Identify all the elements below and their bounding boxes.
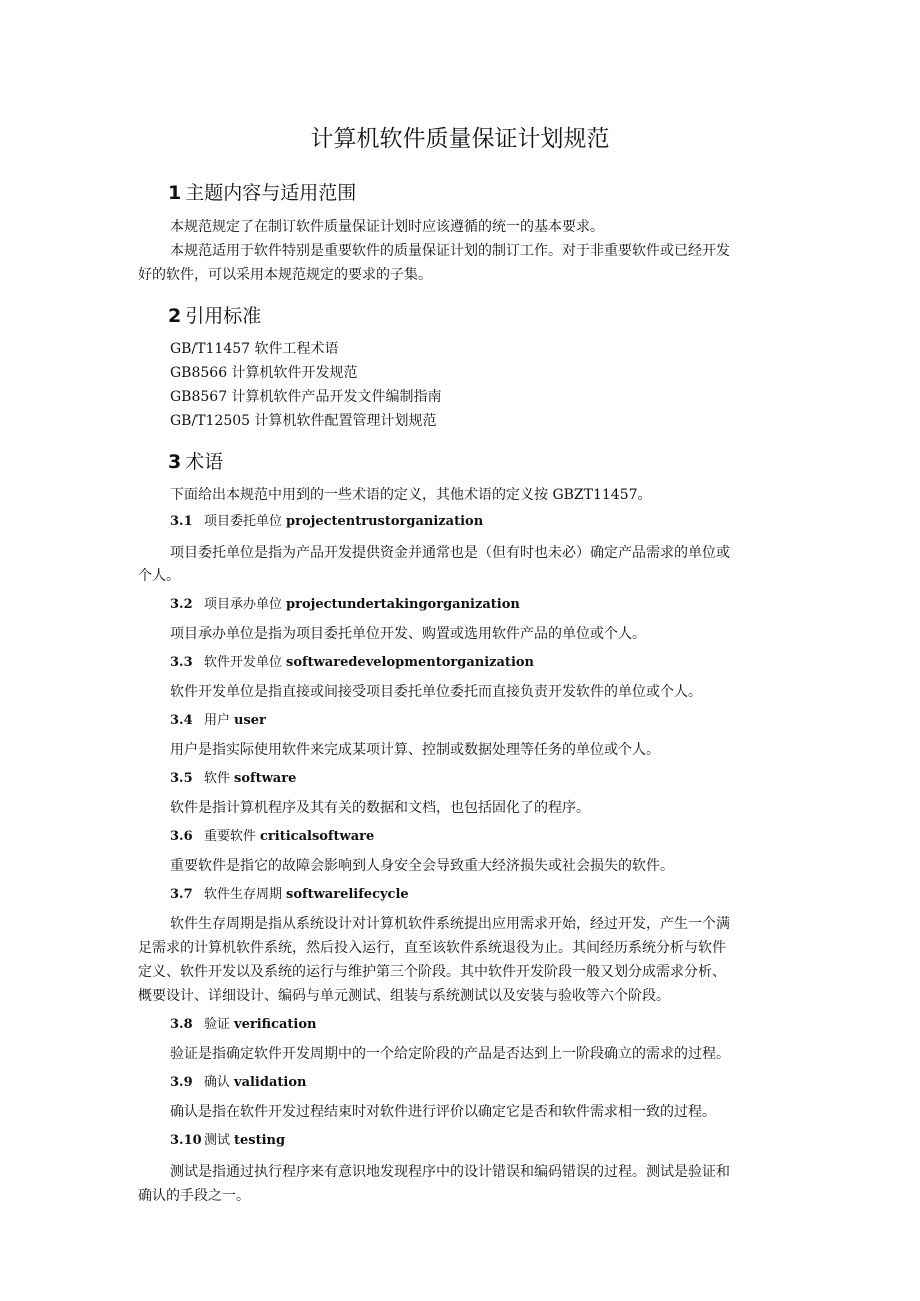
section-title: 术语: [185, 451, 224, 473]
section-1-heading: [168, 181, 356, 205]
term-en: user: [234, 713, 266, 728]
section-title: 主题内容与适用范围: [185, 182, 357, 204]
term-heading: [170, 1132, 285, 1150]
term-number: 3.3: [170, 655, 193, 670]
term-heading: [170, 1074, 306, 1092]
term-heading: [170, 513, 483, 531]
term-number: 3.10: [170, 1133, 202, 1148]
term-zh: 重要软件: [204, 829, 257, 844]
term-definition: 确认是指在软件开发过程结束时对软件进行评价以确定它是否和软件需求相一致的过程。: [170, 1104, 716, 1120]
term-en: criticalsoftware: [260, 829, 375, 844]
section-3-heading: [168, 450, 223, 474]
term-zh: 确认: [204, 1075, 231, 1090]
term-number: 3.6: [170, 829, 193, 844]
reference-item: GB8567 计算机软件产品开发文件编制指南: [170, 389, 442, 405]
term-heading: [170, 654, 534, 672]
term-heading: [170, 596, 520, 614]
section-2-heading: [168, 304, 261, 328]
term-definition: 验证是指确定软件开发周期中的一个给定阶段的产品是否达到上一阶段确立的需求的过程。: [170, 1046, 730, 1062]
term-definition: 软件生存周期是指从系统设计对计算机软件系统提出应用需求开始，经过开发，产生一个满: [170, 916, 730, 932]
term-number: 3.9: [170, 1075, 193, 1090]
term-definition: 软件开发单位是指直接或间接受项目委托单位委托而直接负责开发软件的单位或个人。: [170, 684, 702, 700]
term-en: softwaredevelopmentorganization: [286, 655, 534, 670]
term-en: validation: [234, 1075, 307, 1090]
term-heading: [170, 770, 296, 788]
term-zh: 测试: [204, 1133, 231, 1148]
term-definition: 项目承办单位是指为项目委托单位开发、购置或选用软件产品的单位或个人。: [170, 626, 646, 642]
term-number: 3.2: [170, 597, 193, 612]
term-definition: 定义、软件开发以及系统的运行与维护第三个阶段。其中软件开发阶段一般又划分成需求分析、: [138, 964, 726, 980]
term-number: 3.1: [170, 514, 193, 529]
term-zh: 项目委托单位: [204, 514, 283, 529]
term-heading: [170, 1016, 316, 1034]
reference-item: GB/T11457 软件工程术语: [170, 341, 339, 357]
term-heading: [170, 886, 409, 904]
term-en: softwarelifecycle: [286, 887, 409, 902]
section-number: 1: [168, 182, 182, 204]
term-number: 3.8: [170, 1017, 193, 1032]
term-number: 3.5: [170, 771, 193, 786]
term-zh: 验证: [204, 1017, 231, 1032]
term-heading: [170, 828, 374, 846]
term-en: software: [234, 771, 297, 786]
term-definition: 软件是指计算机程序及其有关的数据和文档，也包括固化了的程序。: [170, 800, 590, 816]
paragraph: 好的软件，可以采用本规范规定的要求的子集。: [138, 267, 432, 283]
term-number: 3.4: [170, 713, 193, 728]
term-definition: 用户是指实际使用软件来完成某项计算、控制或数据处理等任务的单位或个人。: [170, 742, 660, 758]
term-definition: 项目委托单位是指为产品开发提供资金并通常也是（但有时也未必）确定产品需求的单位或: [170, 545, 730, 561]
term-definition: 概要设计、详细设计、编码与单元测试、组装与系统测试以及安装与验收等六个阶段。: [138, 988, 670, 1004]
term-zh: 软件生存周期: [204, 887, 283, 902]
term-zh: 软件开发单位: [204, 655, 283, 670]
term-en: verification: [234, 1017, 317, 1032]
term-definition: 确认的手段之一。: [138, 1188, 250, 1204]
paragraph: 本规范适用于软件特别是重要软件的质量保证计划的制订工作。对于非重要软件或已经开发: [170, 243, 730, 259]
term-definition: 测试是指通过执行程序来有意识地发现程序中的设计错误和编码错误的过程。测试是验证和: [170, 1164, 730, 1180]
term-en: testing: [234, 1133, 286, 1148]
term-zh: 软件: [204, 771, 231, 786]
paragraph: 本规范规定了在制订软件质量保证计划时应该遵循的统一的基本要求。: [170, 219, 604, 235]
term-en: projectentrustorganization: [286, 514, 484, 529]
term-zh: 用户: [204, 713, 231, 728]
reference-item: GB/T12505 计算机软件配置管理计划规范: [170, 413, 437, 429]
term-zh: 项目承办单位: [204, 597, 283, 612]
section-title: 引用标准: [185, 305, 262, 327]
section-number: 2: [168, 305, 182, 327]
section-number: 3: [168, 451, 182, 473]
term-definition: 个人。: [138, 568, 180, 584]
term-definition: 重要软件是指它的故障会影响到人身安全会导致重大经济损失或社会损失的软件。: [170, 858, 674, 874]
term-definition: 足需求的计算机软件系统，然后投入运行，直至该软件系统退役为止。其间经历系统分析与软件: [138, 940, 726, 956]
term-number: 3.7: [170, 887, 193, 902]
page-title: 计算机软件质量保证计划规范: [310, 126, 610, 152]
terms-intro: 下面给出本规范中用到的一些术语的定义，其他术语的定义按 GBZT11457。: [170, 487, 652, 503]
term-heading: [170, 712, 266, 730]
reference-item: GB8566 计算机软件开发规范: [170, 365, 358, 381]
term-en: projectundertakingorganization: [286, 597, 520, 612]
